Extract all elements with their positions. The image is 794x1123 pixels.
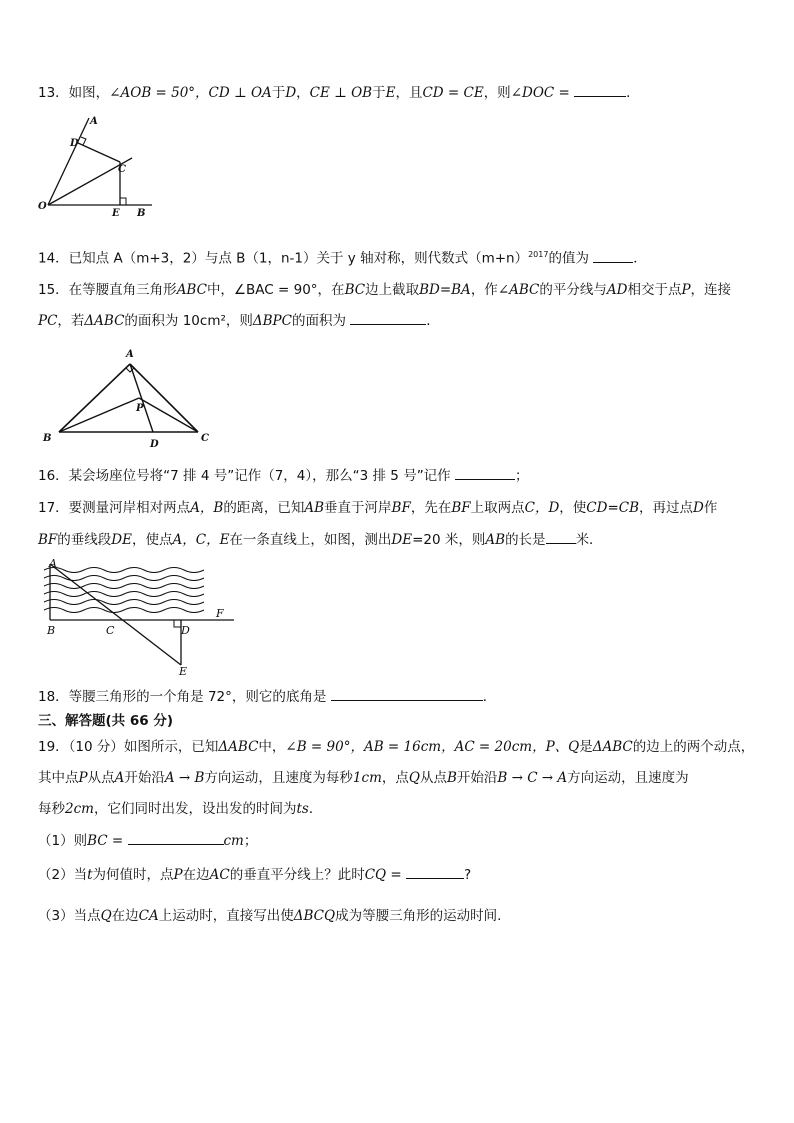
q17-text: ，再过点 — [639, 500, 693, 516]
q19-text: 从点 — [419, 770, 447, 786]
label-c: C — [201, 433, 209, 444]
q13-point: D — [285, 85, 297, 101]
q13-text: 于 — [271, 85, 286, 101]
answer-blank[interactable] — [593, 250, 633, 263]
q15-math: ∠ABC — [497, 282, 540, 298]
q15-text: ，连接 — [690, 282, 732, 298]
q19-math: B — [446, 770, 457, 786]
question-19-line3 — [38, 800, 322, 818]
q19-math: 2cm — [65, 801, 94, 817]
q17-text: 的距离，已知 — [223, 500, 305, 516]
question-15-line2 — [38, 312, 440, 330]
answer-blank[interactable] — [546, 531, 576, 544]
q19-text: 在边 — [111, 908, 139, 924]
q18-text: 18．等腰三角形的一个角是 72°，则它的底角是 — [38, 689, 327, 705]
q19-math: B → C → A — [497, 770, 568, 786]
q19-text: ? — [464, 867, 472, 883]
q17-math: BF — [391, 500, 411, 516]
q16-text: 16．某会场座位号将“7 排 4 号”记作（7，4），那么“3 排 5 号”记作 — [38, 468, 451, 484]
q19-text: 上运动时，直接写出使 — [158, 908, 294, 924]
q19-text: 是 — [579, 739, 593, 755]
q17-math: A，C，E — [172, 532, 230, 548]
q13-text: ，则 — [483, 85, 511, 101]
q19-math: P — [78, 770, 88, 786]
q13-number: 13．如图， — [38, 85, 110, 101]
q13-text: ， — [296, 85, 310, 101]
q19-math: 1cm — [352, 770, 382, 786]
q15-text: 的面积为 10cm²，则 — [124, 313, 253, 329]
q13-text: ． — [626, 85, 640, 101]
q17-text: 作 — [703, 500, 718, 516]
q13-expr: ∠AOB = 50°，CD ⊥ OA — [109, 85, 272, 101]
right-angle-mark — [174, 620, 181, 627]
q15-text: ，若 — [57, 313, 85, 329]
q19-math: Q — [408, 770, 420, 786]
segment-cd — [78, 143, 120, 162]
q17-text: 垂直于河岸 — [324, 500, 392, 516]
q19-text: 19．（10 分）如图所示，已知 — [38, 739, 219, 755]
q15-math: PC — [38, 313, 58, 329]
q19-text: ． — [308, 801, 323, 817]
q15-text: 相交于点 — [627, 282, 682, 298]
label-e: E — [112, 208, 120, 219]
q19-text: （3）当点 — [38, 908, 101, 924]
q17-text: ，使点 — [131, 532, 173, 548]
bisector-bp — [59, 398, 139, 432]
label-d: D — [181, 624, 190, 637]
label-c: C — [118, 164, 126, 175]
q13-expr: CD = CE — [422, 85, 484, 101]
q17-text: ，使 — [559, 500, 587, 516]
q19-text: ，点 — [381, 770, 409, 786]
q19-math: cm — [223, 833, 244, 849]
q17-math: AB — [485, 532, 506, 548]
label-o: O — [38, 201, 47, 212]
q15-math: ABC — [176, 282, 207, 298]
q15-text: ． — [426, 313, 440, 329]
q15-text: 中，∠BAC = 90°，在 — [206, 282, 345, 298]
label-a: A — [49, 557, 57, 570]
label-c: C — [106, 624, 115, 637]
q19-text: 在边 — [182, 867, 210, 883]
q19-math: A → B — [164, 770, 205, 786]
answer-blank[interactable] — [128, 832, 224, 845]
q17-math: DE — [111, 532, 132, 548]
question-16 — [38, 467, 528, 485]
q19-math: CQ = — [364, 867, 402, 883]
q19-text: 为何值时，点 — [92, 867, 174, 883]
q19-math: Q — [100, 908, 112, 924]
answer-blank[interactable] — [350, 312, 426, 325]
q19-math: ΔABC — [218, 739, 259, 755]
q19-text: 从点 — [87, 770, 115, 786]
q17-text: ，先在 — [410, 500, 452, 516]
q19-text: ； — [243, 833, 258, 849]
q17-math: DE — [391, 532, 413, 548]
question-19-part2 — [38, 866, 471, 884]
q19-text: 开始沿 — [456, 770, 498, 786]
label-d: D — [70, 138, 79, 149]
question-14 — [38, 246, 647, 268]
q19-text: 方向运动，且速度为每秒 — [204, 770, 353, 786]
question-19-line1 — [38, 738, 754, 756]
q19-math: ts — [296, 801, 309, 817]
q13-figure — [34, 112, 164, 220]
q17-math: D — [693, 500, 704, 516]
label-d: D — [150, 439, 159, 450]
q19-math: BC = — [87, 833, 124, 849]
q19-text: 其中点 — [38, 770, 79, 786]
q14-exponent: 2017 — [528, 250, 549, 259]
q13-expr: CE ⊥ OB — [309, 85, 373, 101]
q15-math: ΔABC — [84, 313, 125, 329]
label-a: A — [90, 116, 98, 127]
q19-text: 的边上的两个动点， — [632, 739, 755, 755]
label-e: E — [179, 665, 188, 678]
q17-math: AB — [304, 500, 325, 516]
q17-math: C，D — [524, 500, 560, 516]
q19-math: ΔABC — [592, 739, 633, 755]
q19-math: AC — [209, 867, 230, 883]
q17-text: 17．要测量河岸相对两点 — [38, 500, 191, 516]
q17-text: 的长是 — [505, 532, 546, 548]
q19-text: ，它们同时出发，设出发的时间为 — [93, 801, 297, 817]
q19-math: CA — [138, 908, 159, 924]
q18-text: ． — [482, 689, 497, 705]
q19-math: A — [114, 770, 125, 786]
q15-math: ΔBPC — [252, 313, 292, 329]
q19-math: P — [173, 867, 183, 883]
right-angle-mark — [120, 198, 126, 205]
q15-math: AD — [606, 282, 628, 298]
q14-text: 的值为 — [548, 250, 589, 267]
label-p: P — [136, 403, 144, 414]
right-angle-mark — [81, 137, 86, 145]
side-ab — [59, 364, 130, 432]
question-19-line2 — [38, 769, 689, 787]
q19-text: （1）则 — [38, 833, 88, 849]
q13-text: ，且 — [395, 85, 423, 101]
answer-blank[interactable] — [331, 688, 483, 701]
river-waves — [44, 568, 204, 613]
q19-math: ∠B = 90°，AB = 16cm，AC = 20cm，P、Q — [285, 739, 580, 755]
q19-text: 的垂直平分线上？此时 — [229, 867, 365, 883]
q15-math: P — [681, 282, 691, 298]
q13-text: 于 — [372, 85, 386, 101]
answer-blank[interactable] — [455, 467, 515, 480]
q17-math: BF — [451, 500, 471, 516]
answer-blank[interactable] — [574, 84, 626, 97]
q17-figure — [40, 556, 240, 678]
q19-text: 每秒 — [38, 801, 65, 817]
q15-math: BD=BA — [419, 282, 471, 298]
segment-ad — [130, 364, 153, 432]
label-b: B — [137, 208, 146, 219]
q17-text: 上取两点 — [470, 500, 525, 516]
q15-figure — [38, 344, 218, 450]
section-title: 三、解答题(共 66 分) — [38, 713, 174, 729]
q15-text: ，作 — [470, 282, 498, 298]
question-17-line1 — [38, 499, 717, 517]
q14-text: 14．已知点 A（m+3，2）与点 B（1，n-1）关于 y 轴对称，则代数式（m+n） — [38, 250, 529, 267]
q15-math: BC — [344, 282, 366, 298]
q17-math: CB — [618, 500, 639, 516]
q17-text: 米． — [575, 532, 603, 548]
q17-math: CD — [586, 500, 608, 516]
q19-math: ΔBCQ — [293, 908, 336, 924]
q15-text: 边上截取 — [365, 282, 420, 298]
q19-text: 方向运动，且速度为 — [567, 770, 689, 786]
q13-expr: ∠DOC = — [510, 85, 570, 101]
q19-text: 开始沿 — [124, 770, 165, 786]
q19-text: 中， — [258, 739, 286, 755]
question-17-line2 — [38, 531, 603, 549]
q17-text: 的垂线段 — [57, 532, 112, 548]
label-b: B — [47, 624, 56, 637]
q13-point: E — [385, 85, 396, 101]
question-19-part3 — [38, 907, 501, 925]
q17-math: A，B — [190, 500, 224, 516]
q17-text: = — [607, 500, 619, 516]
label-b: B — [43, 433, 52, 444]
answer-blank[interactable] — [406, 866, 464, 879]
label-a: A — [126, 349, 134, 360]
q17-text: 在一条直线上，如图，测出 — [229, 532, 392, 548]
ray-oa — [48, 118, 89, 205]
q16-text: ； — [514, 468, 529, 484]
q19-math: t — [87, 867, 93, 883]
q15-text: 的面积为 — [291, 313, 346, 329]
q17-text: =20 米，则 — [412, 532, 486, 548]
question-18 — [38, 688, 496, 706]
question-13 — [38, 84, 640, 102]
question-15-line1 — [38, 281, 731, 299]
q19-text: （2）当 — [38, 867, 88, 883]
label-f: F — [216, 607, 224, 620]
q15-text: 15．在等腰直角三角形 — [38, 282, 177, 298]
q15-text: 的平分线与 — [539, 282, 607, 298]
q19-text: 成为等腰三角形的运动时间. — [335, 908, 502, 924]
q14-text: ． — [633, 250, 647, 267]
question-19-part1 — [38, 832, 257, 850]
q17-math: BF — [38, 532, 58, 548]
